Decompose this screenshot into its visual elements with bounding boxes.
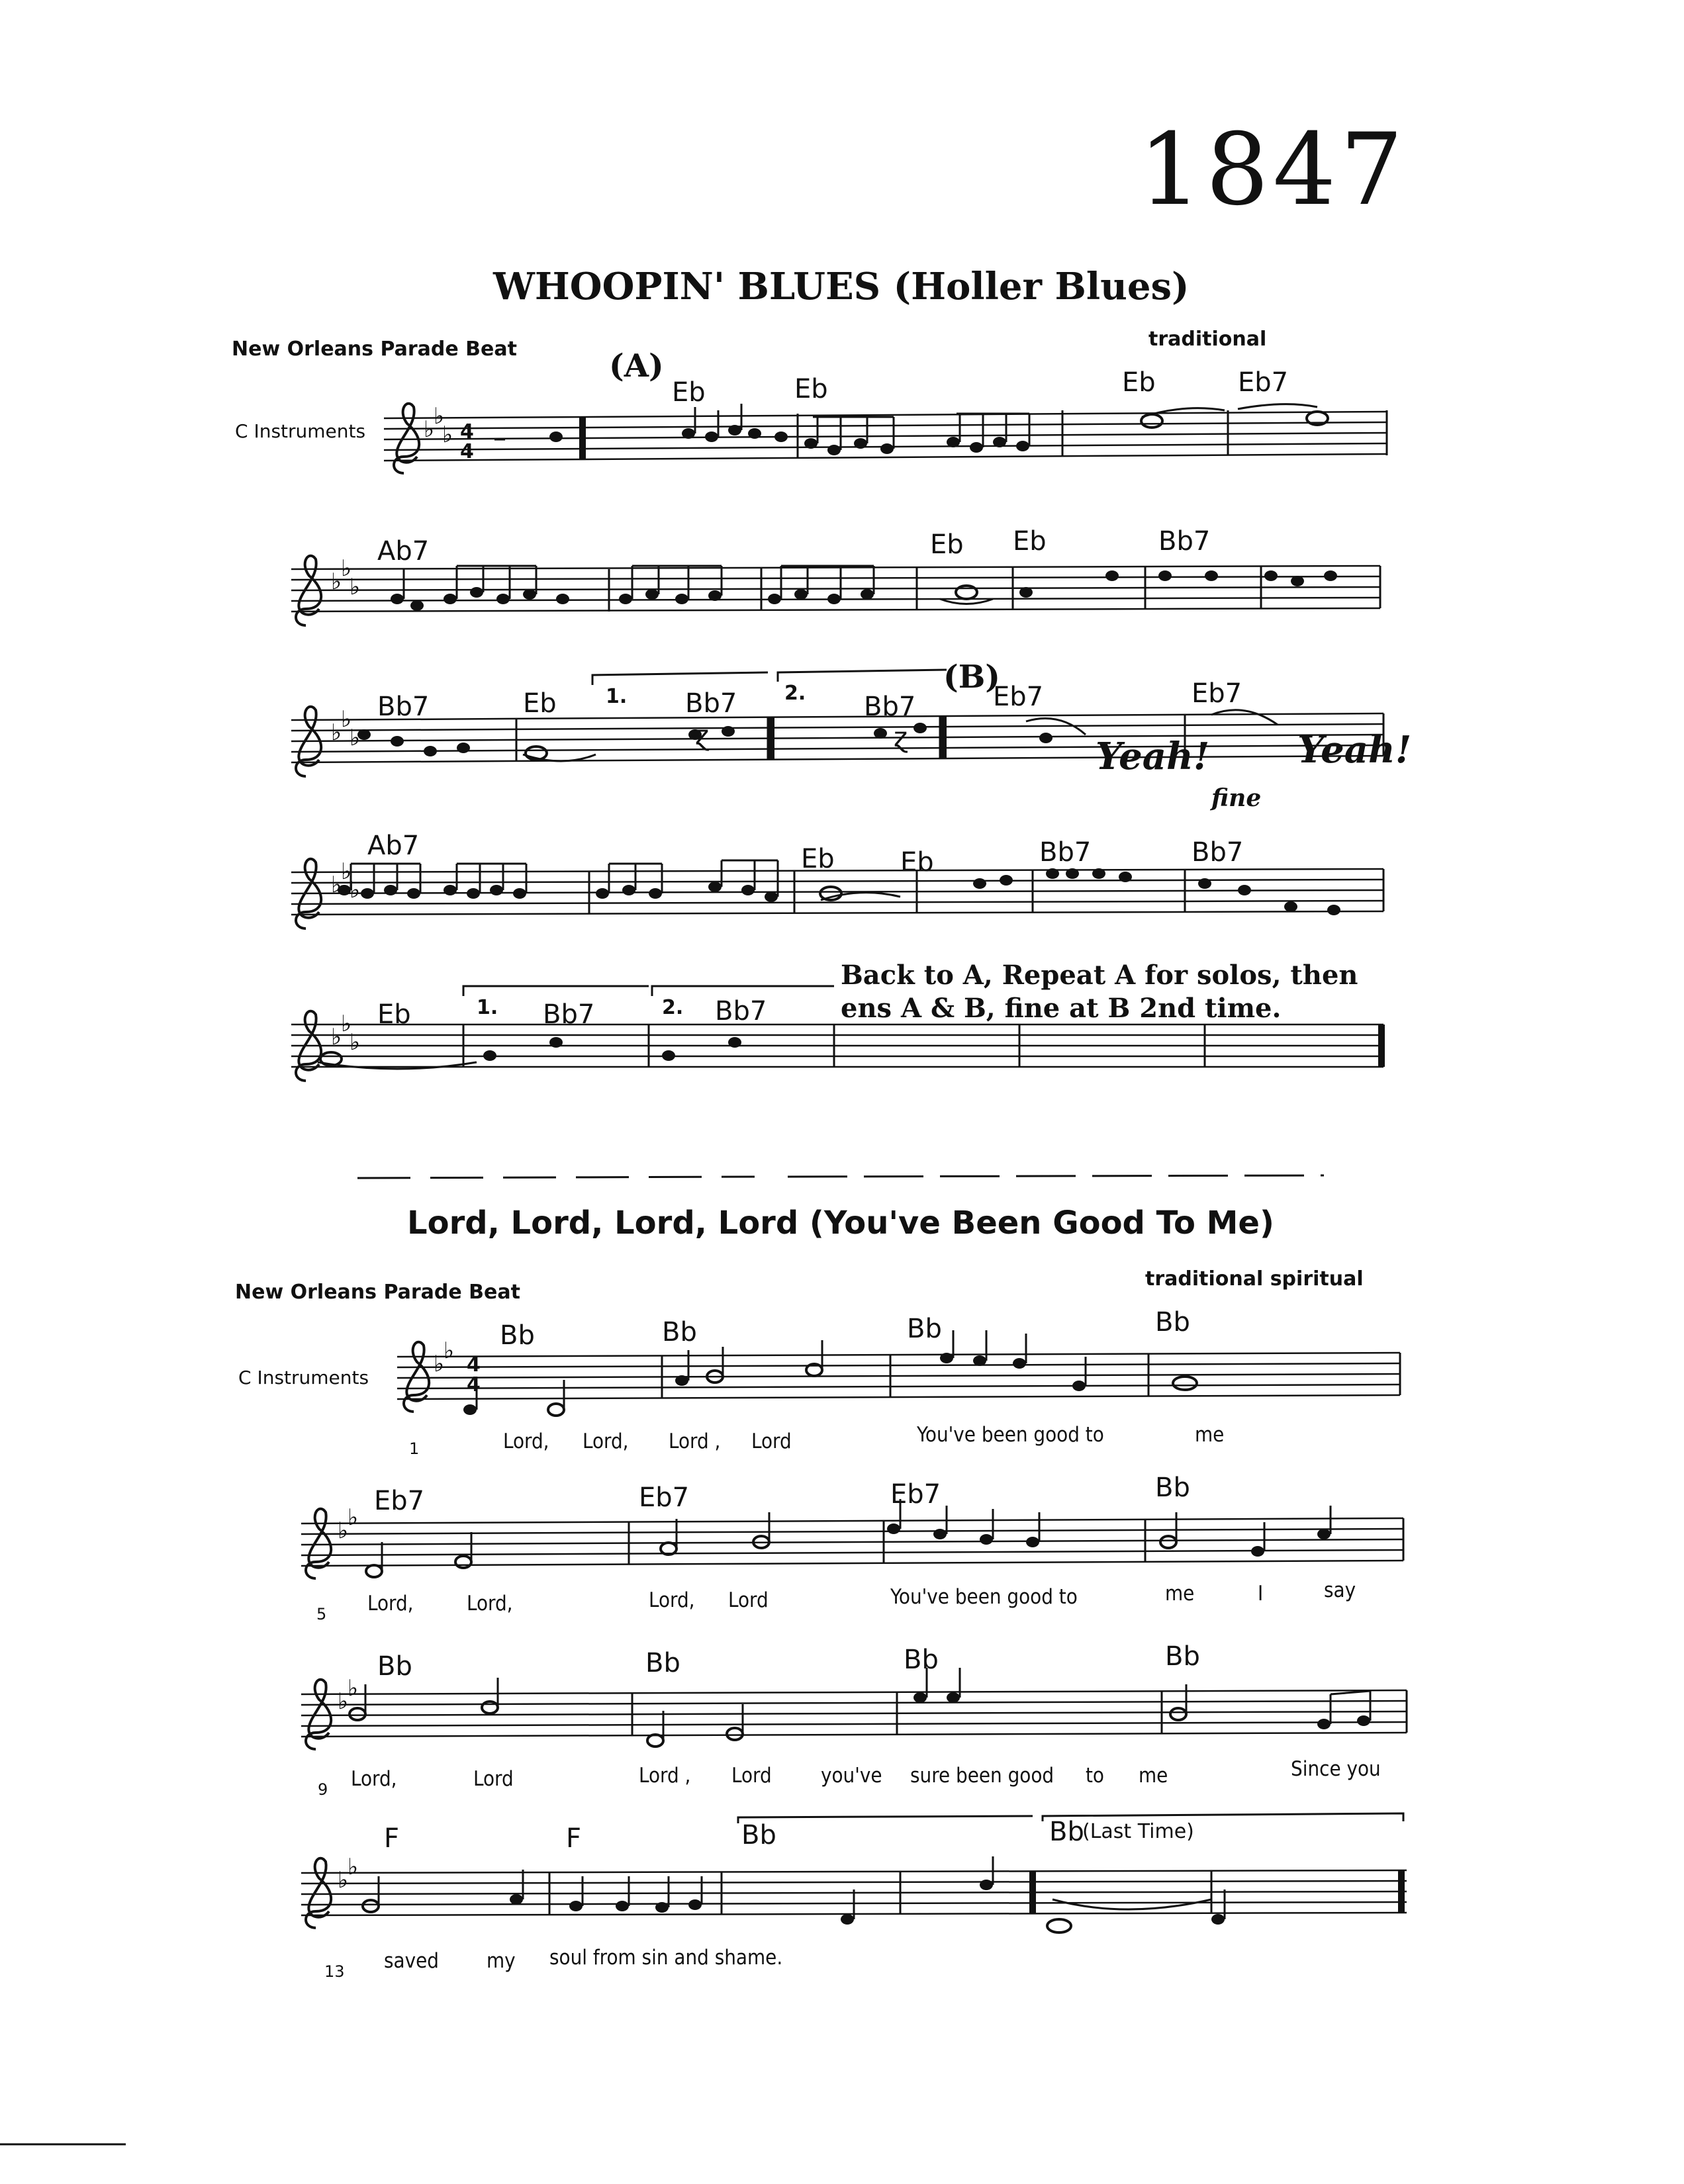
- chord: Eb: [377, 999, 411, 1030]
- chord: Bb7: [377, 692, 430, 722]
- svg-text:♭: ♭: [434, 403, 445, 430]
- song1-credit: traditional: [1148, 328, 1267, 351]
- staff-lines: [301, 1518, 1403, 1566]
- svg-text:♭: ♭: [331, 1024, 342, 1050]
- section-b-marker: (B): [943, 659, 1000, 696]
- chord: Bb7: [864, 692, 916, 722]
- volta-1: 1.: [606, 685, 628, 708]
- chord: Bb: [1155, 1307, 1190, 1338]
- lyric: Lord,: [467, 1592, 513, 1615]
- staff-lines: [291, 1024, 1383, 1067]
- lyric: I: [1258, 1582, 1264, 1606]
- instruction-line: Back to A, Repeat A for solos, then: [841, 960, 1358, 991]
- staff-lines: [397, 1353, 1400, 1399]
- chord: Bb: [1049, 1817, 1084, 1847]
- lyric: Lord ,: [639, 1764, 691, 1788]
- chord: Bb7: [1039, 837, 1092, 868]
- volta-brackets: [463, 670, 1403, 1823]
- lyric: to: [1086, 1764, 1104, 1788]
- lyric: Lord,: [503, 1430, 549, 1453]
- chord: Bb7: [543, 999, 595, 1030]
- svg-text:♭: ♭: [444, 1338, 455, 1364]
- staff-lines: [301, 1690, 1407, 1737]
- chord: Bb7: [715, 996, 767, 1026]
- chord: Eb7: [1192, 678, 1242, 709]
- yeah-shout: Yeah!: [1096, 735, 1210, 778]
- svg-text:ɀ: ɀ: [894, 723, 908, 753]
- chord: Ab7: [377, 536, 430, 567]
- chord: Bb7: [1192, 837, 1244, 868]
- section-a-marker: (A): [609, 347, 664, 385]
- lyric: You've been good to: [890, 1585, 1078, 1609]
- svg-text:ɀ: ɀ: [695, 721, 709, 751]
- volta-2: 2.: [662, 996, 684, 1019]
- lyric: me: [1139, 1764, 1168, 1788]
- chord: Eb: [672, 377, 706, 408]
- lyric: Lord: [731, 1764, 772, 1788]
- song2-title: Lord, Lord, Lord, Lord (You've Been Good To Me): [407, 1205, 1274, 1242]
- lyric: Lord,: [367, 1592, 414, 1615]
- volta-1: 1.: [477, 996, 498, 1019]
- svg-text:♭: ♭: [350, 574, 361, 600]
- lyric: me: [1165, 1582, 1195, 1606]
- svg-text:♭: ♭: [338, 1688, 349, 1715]
- chord: F: [566, 1823, 582, 1854]
- ties: [318, 404, 1317, 1909]
- svg-text:–: –: [493, 423, 506, 453]
- staff-lines: [291, 566, 1380, 612]
- volta-2: 2.: [784, 682, 806, 705]
- svg-text:♭: ♭: [350, 877, 361, 903]
- bar-number: 13: [324, 1962, 345, 1981]
- song2-style: New Orleans Parade Beat: [235, 1281, 520, 1304]
- song1-style: New Orleans Parade Beat: [232, 338, 517, 361]
- svg-text:♭: ♭: [348, 1504, 359, 1531]
- chord: Bb: [741, 1820, 776, 1850]
- chord: Bb7: [1158, 526, 1211, 557]
- separator-line: [357, 1175, 1324, 1178]
- chord: Bb: [1155, 1473, 1190, 1503]
- svg-text:♭: ♭: [348, 1675, 359, 1702]
- lyric: Lord ,: [669, 1430, 721, 1453]
- treble-clef-icon: [296, 404, 429, 1928]
- chord: Eb: [1013, 526, 1047, 557]
- chord: F: [384, 1823, 400, 1854]
- lyric: You've been good to: [917, 1423, 1104, 1447]
- song2-credit: traditional spiritual: [1145, 1267, 1364, 1291]
- chord: Bb: [904, 1645, 939, 1675]
- fine-marking: fine: [1211, 784, 1262, 812]
- lyric: my: [487, 1949, 516, 1973]
- chord: Eb: [1122, 367, 1156, 398]
- lyric: Lord,: [583, 1430, 629, 1453]
- svg-text:4: 4: [460, 420, 474, 443]
- chord: Eb: [523, 688, 557, 719]
- lyric: sure been good: [910, 1764, 1054, 1788]
- song1-instrument: C Instruments: [235, 420, 366, 442]
- chord: Eb7: [639, 1482, 690, 1513]
- svg-text:♭: ♭: [341, 555, 352, 582]
- chord: Eb7: [993, 682, 1044, 712]
- chord: Bb: [645, 1648, 680, 1678]
- instruction-line: ens A & B, fine at B 2nd time.: [841, 993, 1282, 1024]
- chord: Eb7: [374, 1486, 425, 1516]
- svg-text:♭: ♭: [341, 1011, 352, 1037]
- bar-number: 1: [409, 1439, 420, 1458]
- svg-text:4: 4: [467, 1353, 481, 1377]
- lyric: Lord: [473, 1767, 514, 1791]
- svg-text:♭: ♭: [338, 1518, 349, 1544]
- staff-lines: [291, 713, 1383, 762]
- svg-text:4: 4: [467, 1373, 481, 1396]
- key-signature-icon: [331, 403, 454, 1893]
- song1-title: WHOOPIN' BLUES (Holler Blues): [493, 265, 1190, 308]
- svg-text:♭: ♭: [424, 416, 435, 443]
- svg-text:♭: ♭: [350, 725, 361, 751]
- barlines: [463, 410, 1407, 1914]
- chord: Eb: [794, 374, 828, 404]
- chord: Bb: [662, 1317, 697, 1347]
- svg-text:♭: ♭: [331, 872, 342, 898]
- final-barlines: [583, 417, 1401, 1913]
- svg-text:♭: ♭: [350, 1029, 361, 1056]
- lyric: Lord: [751, 1430, 792, 1453]
- page-number: 1847: [1139, 113, 1407, 228]
- chord: Bb: [1165, 1641, 1200, 1672]
- svg-text:♭: ♭: [331, 719, 342, 746]
- lyric: Lord: [728, 1588, 769, 1612]
- yeah-shout: Yeah!: [1297, 728, 1412, 772]
- chord: Eb: [930, 529, 964, 560]
- svg-text:♭: ♭: [341, 706, 352, 733]
- svg-text:4: 4: [460, 440, 474, 463]
- svg-text:♭: ♭: [338, 1867, 349, 1893]
- svg-text:♭: ♭: [348, 1854, 359, 1880]
- song2-instrument: C Instruments: [238, 1367, 369, 1388]
- chord: Eb7: [1238, 367, 1289, 398]
- lyric: you've: [821, 1764, 882, 1788]
- chord: Bb7: [685, 688, 737, 719]
- bar-number: 5: [316, 1605, 327, 1623]
- lyric: saved: [384, 1949, 439, 1973]
- chord: Eb7: [890, 1479, 941, 1510]
- chord: Ab7: [367, 831, 420, 861]
- lyric: say: [1324, 1578, 1356, 1602]
- lyric: Since you: [1291, 1757, 1381, 1781]
- chord: Bb: [500, 1320, 535, 1351]
- last-time-label: (Last Time): [1082, 1820, 1194, 1843]
- svg-text:♭: ♭: [341, 858, 352, 885]
- chord: Bb: [907, 1314, 942, 1344]
- lyric: me: [1195, 1423, 1225, 1447]
- bar-number: 9: [318, 1780, 328, 1799]
- lyric: Lord,: [351, 1767, 397, 1791]
- chord: Eb: [801, 844, 835, 874]
- svg-text:♭: ♭: [442, 422, 453, 448]
- chord: Bb: [377, 1651, 412, 1682]
- svg-text:♭: ♭: [434, 1351, 445, 1377]
- lyric: soul from sin and shame.: [549, 1946, 783, 1970]
- lyric: Lord,: [649, 1588, 695, 1612]
- chord: Eb: [900, 847, 934, 878]
- svg-text:♭: ♭: [331, 569, 342, 595]
